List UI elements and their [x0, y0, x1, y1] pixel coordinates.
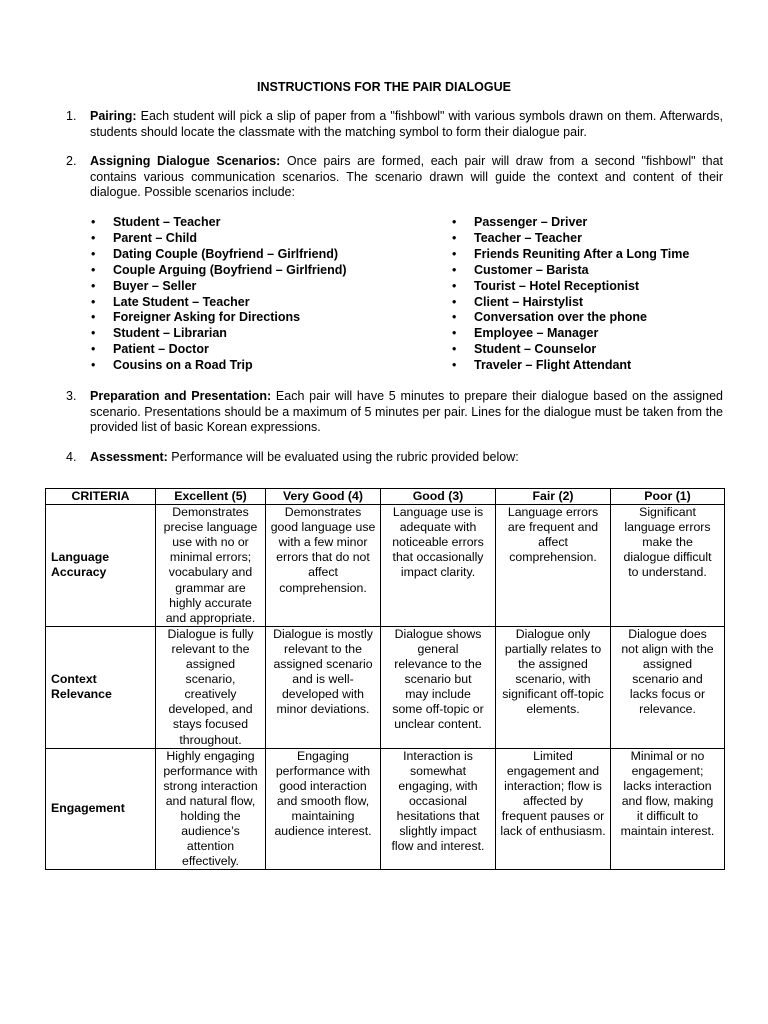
rubric-header-cell: Very Good (4)	[266, 489, 381, 505]
scenario-label: Couple Arguing (Boyfriend – Girlfriend)	[113, 262, 347, 277]
cell-line: slightly impact	[399, 824, 477, 839]
bullet-marker: •	[452, 310, 457, 325]
cell-line: Minimal or no	[630, 748, 705, 763]
step-lead: Pairing:	[90, 109, 137, 123]
cell-line: affect	[538, 535, 568, 550]
cell-line: grammar are	[175, 580, 246, 595]
cell-line: that occasionally	[392, 550, 484, 565]
bullet-marker: •	[91, 246, 96, 261]
cell-line: relevance to the	[394, 657, 482, 672]
cell-line: relevant to the	[171, 641, 250, 656]
cell-line: relevance.	[639, 702, 696, 717]
step-number: 1.	[66, 109, 77, 123]
cell-line: the assigned	[518, 657, 588, 672]
cell-line: affect	[308, 565, 338, 580]
scenario-label: Passenger – Driver	[474, 215, 588, 229]
cell-line: developed with	[281, 687, 365, 702]
bullet-marker: •	[452, 358, 457, 373]
cell-line: lack of enthusiasm.	[500, 824, 606, 839]
step-assigning-scenarios	[66, 154, 723, 201]
cell-line: and appropriate.	[165, 610, 256, 625]
cell-line: Language use is	[392, 505, 484, 520]
cell-line: stays focused	[172, 717, 249, 732]
scenario-label: Client – Hairstylist	[474, 294, 584, 309]
list-item	[91, 279, 347, 295]
bullet-marker: •	[91, 215, 96, 229]
cell-line: and is well-	[292, 672, 354, 687]
bullet-marker: •	[452, 278, 457, 293]
rubric-criteria-cell	[46, 626, 156, 748]
step-assessment	[66, 450, 723, 466]
cell-line: Highly engaging	[166, 748, 255, 763]
cell-line: flow and interest.	[391, 839, 485, 854]
bullet-marker: •	[452, 262, 457, 277]
rubric-cell	[381, 505, 496, 627]
list-item	[452, 342, 689, 358]
rubric-header-cell: Poor (1)	[611, 489, 725, 505]
bullet-marker: •	[452, 230, 457, 245]
cell-line: and natural flow,	[165, 793, 256, 808]
cell-line: relevant to the	[284, 641, 362, 656]
list-item	[452, 310, 689, 326]
cell-line: use with no or	[172, 535, 249, 550]
cell-line: frequent pauses or	[501, 808, 605, 823]
list-item	[91, 310, 347, 326]
list-item	[452, 247, 689, 263]
list-item	[452, 358, 689, 374]
rubric-criteria-cell	[46, 748, 156, 870]
rubric-cell	[266, 748, 381, 870]
bullet-marker: •	[91, 342, 96, 357]
scenario-label: Teacher – Teacher	[474, 230, 582, 245]
cell-line: adequate with	[399, 520, 477, 535]
step-text: Each pair will have 5 minutes to prepare their dialogue based on the assigned scenario. Presentations should be a maximum of 5 minutes per pair. Lines for the dialogue must be taken from the provided list of basic Korean expressions.	[90, 389, 723, 434]
cell-line: Demonstrates	[172, 505, 249, 520]
step-lead: Assessment:	[90, 450, 168, 464]
cell-line: noticeable errors	[392, 535, 484, 550]
table-row	[46, 505, 725, 627]
cell-line: make the	[642, 535, 693, 550]
cell-line: minor deviations.	[276, 702, 370, 717]
list-item	[452, 279, 689, 295]
step-body	[90, 109, 723, 140]
bullet-marker: •	[91, 294, 96, 309]
cell-line: vocabulary and	[168, 565, 253, 580]
cell-line: Dialogue does	[628, 626, 707, 641]
cell-line: performance with	[163, 763, 258, 778]
cell-line: errors that do not	[276, 550, 370, 565]
list-item	[91, 215, 347, 231]
scenario-label: Tourist – Hotel Receptionist	[474, 278, 640, 293]
cell-line: scenario,	[185, 672, 236, 687]
rubric-cell	[156, 505, 266, 627]
cell-line: scenario, with	[515, 672, 591, 687]
scenario-label: Traveler – Flight Attendant	[474, 358, 632, 373]
step-lead: Preparation and Presentation:	[90, 389, 272, 403]
cell-line: attention	[186, 839, 235, 854]
cell-line: not align with the	[621, 641, 714, 656]
step-body	[90, 389, 723, 436]
rubric-cell	[611, 748, 725, 870]
scenario-label: Patient – Doctor	[113, 342, 209, 357]
criteria-line: Relevance	[51, 687, 112, 702]
scenario-label: Student – Counselor	[474, 342, 597, 357]
cell-line: strong interaction	[163, 778, 258, 793]
cell-line: holding the	[180, 808, 241, 823]
scenario-label: Friends Reuniting After a Long Time	[474, 246, 690, 261]
list-item	[452, 295, 689, 311]
cell-line: hesitations that	[396, 808, 480, 823]
cell-line: Interaction is	[403, 748, 473, 763]
cell-line: affected by	[523, 793, 583, 808]
rubric-cell	[496, 748, 611, 870]
table-row	[46, 748, 725, 870]
cell-line: and flow, making	[621, 793, 714, 808]
rubric-cell	[156, 626, 266, 748]
cell-line: Dialogue shows	[394, 626, 482, 641]
bullet-marker: •	[91, 278, 96, 293]
bullet-marker: •	[452, 342, 457, 357]
cell-line: effectively.	[182, 854, 239, 869]
rubric-cell	[496, 505, 611, 627]
bullet-marker: •	[452, 326, 457, 341]
rubric-header-row	[46, 489, 725, 505]
cell-line: developed, and	[168, 702, 253, 717]
scenario-label: Customer – Barista	[474, 262, 589, 277]
cell-line: lacks interaction	[623, 778, 712, 793]
cell-line: Dialogue is mostly	[273, 626, 373, 641]
step-text: Each student will pick a slip of paper from a "fishbowl" with various symbols drawn on them. Afterwards, students should locate the classmate with the matching symbol to form their dialogue pair.	[90, 109, 723, 139]
cell-line: interaction; flow is	[504, 778, 602, 793]
cell-line: creatively	[184, 687, 237, 702]
scenario-label: Late Student – Teacher	[113, 294, 250, 309]
cell-line: engagement;	[631, 763, 704, 778]
step-preparation	[66, 389, 723, 436]
list-item	[452, 326, 689, 342]
cell-line: comprehension.	[279, 580, 367, 595]
cell-line: occasional	[408, 793, 468, 808]
cell-line: assigned scenario	[273, 657, 373, 672]
cell-line: are frequent and	[507, 520, 599, 535]
cell-line: scenario but	[404, 672, 472, 687]
page-title: INSTRUCTIONS FOR THE PAIR DIALOGUE	[257, 80, 511, 94]
cell-line: somewhat	[409, 763, 467, 778]
cell-line: engaging, with	[398, 778, 478, 793]
cell-line: to understand.	[628, 565, 707, 580]
step-body	[90, 450, 723, 466]
step-text: Performance will be evaluated using the rubric provided below:	[167, 450, 519, 464]
rubric-cell	[156, 748, 266, 870]
rubric-cell	[381, 748, 496, 870]
bullet-marker: •	[452, 215, 457, 229]
cell-line: maintain interest.	[620, 824, 715, 839]
list-item	[91, 231, 347, 247]
rubric-cell	[611, 626, 725, 748]
list-item	[91, 358, 347, 374]
scenario-label: Conversation over the phone	[474, 310, 647, 325]
scenario-list-left	[91, 215, 347, 374]
step-body	[90, 154, 723, 201]
bullet-marker: •	[452, 246, 457, 261]
list-item	[452, 263, 689, 279]
list-item	[91, 326, 347, 342]
scenario-label: Student – Librarian	[113, 326, 227, 341]
step-pairing	[66, 109, 723, 140]
step-number: 3.	[66, 389, 77, 403]
scenario-label: Employee – Manager	[474, 326, 599, 341]
cell-line: significant off-topic	[502, 687, 604, 702]
rubric-header-cell: CRITERIA	[46, 489, 156, 505]
cell-line: minimal errors;	[169, 550, 252, 565]
cell-line: Significant	[639, 505, 696, 520]
cell-line: it difficult to	[636, 808, 699, 823]
rubric-table	[45, 488, 725, 870]
cell-line: precise language	[163, 520, 258, 535]
step-text: Once pairs are formed, each pair will draw from a second "fishbowl" that contains various communication scenarios. The scenario drawn will guide the context and content of their dialogue. Possible scenarios include:	[90, 154, 723, 199]
table-row	[46, 626, 725, 748]
cell-line: Demonstrates	[284, 505, 362, 520]
bullet-marker: •	[91, 326, 96, 341]
list-item	[91, 247, 347, 263]
list-item	[91, 342, 347, 358]
cell-line: partially relates to	[504, 641, 602, 656]
list-item	[452, 231, 689, 247]
criteria-line: Context	[51, 672, 97, 687]
cell-line: language errors	[624, 520, 711, 535]
criteria-line: Accuracy	[51, 565, 107, 580]
rubric-criteria-cell	[46, 505, 156, 627]
scenario-label: Parent – Child	[113, 230, 198, 245]
rubric-header-cell: Good (3)	[381, 489, 496, 505]
bullet-marker: •	[91, 358, 96, 373]
cell-line: good interaction	[279, 778, 367, 793]
cell-line: Engaging	[297, 748, 349, 763]
bullet-marker: •	[91, 230, 96, 245]
criteria-line: Engagement	[51, 801, 125, 816]
scenario-list-right	[452, 215, 689, 374]
scenario-label: Cousins on a Road Trip	[113, 358, 253, 373]
cell-line: Language errors	[507, 505, 599, 520]
cell-line: dialogue difficult	[623, 550, 712, 565]
bullet-marker: •	[452, 294, 457, 309]
cell-line: comprehension.	[509, 550, 597, 565]
bullet-marker: •	[91, 262, 96, 277]
scenario-label: Student – Teacher	[113, 215, 221, 229]
cell-line: maintaining	[291, 808, 355, 823]
rubric-cell	[496, 626, 611, 748]
cell-line: some off-topic or	[392, 702, 484, 717]
cell-line: Limited	[533, 748, 573, 763]
scenario-label: Buyer – Seller	[113, 278, 197, 293]
cell-line: and smooth flow,	[276, 793, 370, 808]
rubric-cell	[266, 505, 381, 627]
rubric-cell	[611, 505, 725, 627]
rubric-cell	[381, 626, 496, 748]
criteria-line: Language	[51, 550, 110, 565]
rubric-header-cell: Excellent (5)	[156, 489, 266, 505]
cell-line: elements.	[526, 702, 580, 717]
bullet-marker: •	[91, 310, 96, 325]
step-lead: Assigning Dialogue Scenarios:	[90, 154, 281, 168]
scenario-label: Dating Couple (Boyfriend – Girlfriend)	[113, 246, 339, 261]
cell-line: good language use	[270, 520, 376, 535]
cell-line: impact clarity.	[400, 565, 476, 580]
cell-line: throughout.	[179, 732, 242, 747]
cell-line: may include	[405, 687, 471, 702]
cell-line: performance with	[275, 763, 371, 778]
list-item	[91, 295, 347, 311]
cell-line: Dialogue only	[515, 626, 591, 641]
cell-line: lacks focus or	[629, 687, 706, 702]
step-number: 2.	[66, 154, 77, 168]
step-number: 4.	[66, 450, 77, 464]
cell-line: with a few minor	[278, 535, 368, 550]
cell-line: audience interest.	[274, 824, 372, 839]
cell-line: Dialogue is fully	[167, 626, 254, 641]
scenario-label: Foreigner Asking for Directions	[113, 310, 301, 325]
cell-line: unclear content.	[394, 717, 482, 732]
cell-line: audience’s	[181, 824, 240, 839]
rubric-header-cell: Fair (2)	[496, 489, 611, 505]
cell-line: assigned	[185, 657, 236, 672]
list-item	[452, 215, 689, 231]
rubric-cell	[266, 626, 381, 748]
cell-line: general	[417, 641, 459, 656]
cell-line: highly accurate	[169, 595, 252, 610]
cell-line: assigned	[642, 657, 693, 672]
cell-line: scenario and	[632, 672, 703, 687]
list-item	[91, 263, 347, 279]
cell-line: engagement and	[506, 763, 600, 778]
